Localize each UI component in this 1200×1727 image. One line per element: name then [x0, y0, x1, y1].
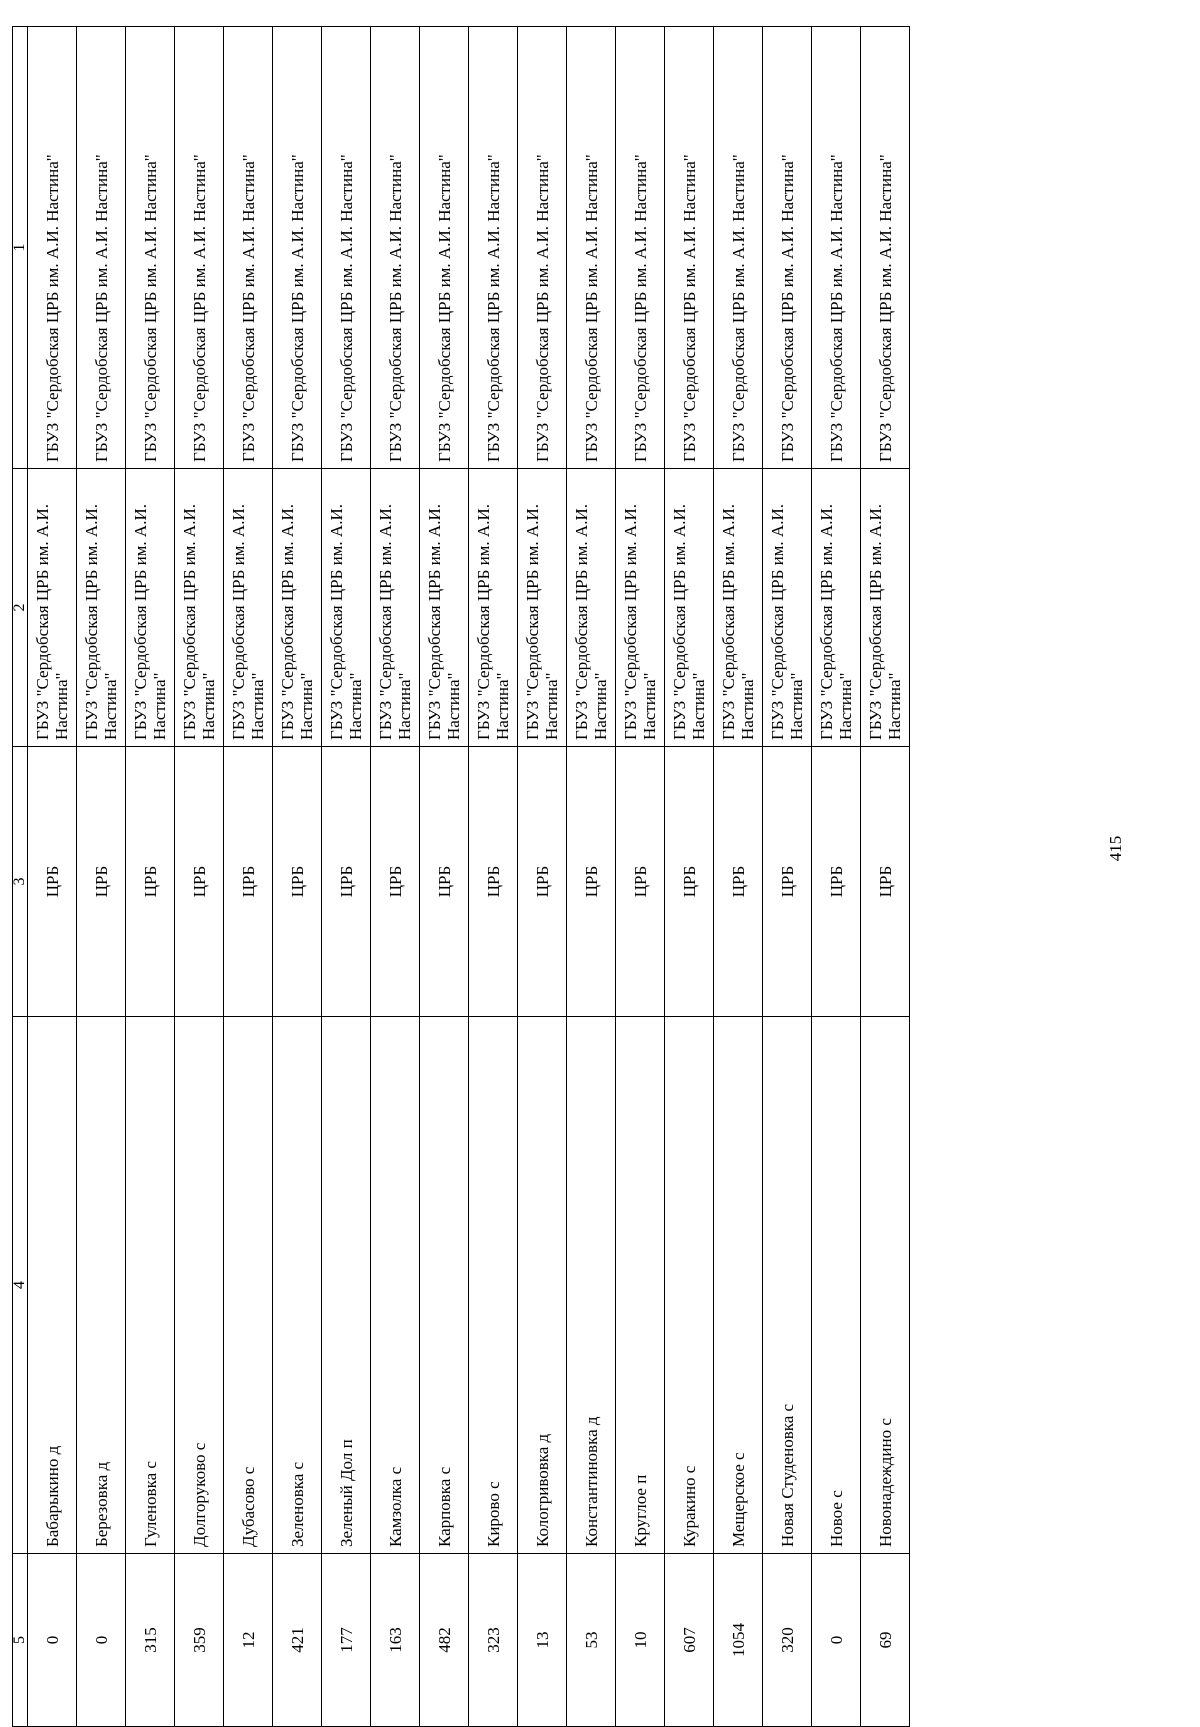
organization-cell-1: ГБУЗ "Сердобская ЦРБ им. А.И. Настина" — [273, 27, 322, 469]
table-row — [28, 27, 77, 1727]
column-header-4: 4 — [13, 1017, 28, 1554]
facility-type-cell: ЦРБ — [616, 747, 665, 1017]
population-cell: 13 — [518, 1554, 567, 1727]
organization-cell-1: ГБУЗ "Сердобская ЦРБ им. А.И. Настина" — [77, 27, 126, 469]
table-row — [518, 27, 567, 1727]
settlement-cell: Карповка с — [420, 1017, 469, 1554]
column-header-2: 2 — [13, 469, 28, 747]
organization-cell-2: ГБУЗ "Сердобская ЦРБ им. А.И. Настина" — [763, 469, 812, 747]
organization-cell-2: ГБУЗ "Сердобская ЦРБ им. А.И. Настина" — [77, 469, 126, 747]
population-cell: 421 — [273, 1554, 322, 1727]
organization-cell-1: ГБУЗ "Сердобская ЦРБ им. А.И. Настина" — [322, 27, 371, 469]
table-row — [714, 27, 763, 1727]
facility-type-cell: ЦРБ — [518, 747, 567, 1017]
organization-cell-2: ГБУЗ "Сердобская ЦРБ им. А.И. Настина" — [371, 469, 420, 747]
facility-type-cell: ЦРБ — [469, 747, 518, 1017]
organization-cell-1: ГБУЗ "Сердобская ЦРБ им. А.И. Настина" — [175, 27, 224, 469]
organization-cell-2: ГБУЗ "Сердобская ЦРБ им. А.И. Настина" — [714, 469, 763, 747]
settlement-cell: Дубасово с — [224, 1017, 273, 1554]
population-cell: 323 — [469, 1554, 518, 1727]
table-row — [77, 27, 126, 1727]
facility-type-cell: ЦРБ — [665, 747, 714, 1017]
organization-cell-2: ГБУЗ "Сердобская ЦРБ им. А.И. Настина" — [126, 469, 175, 747]
column-header-1: 1 — [13, 27, 28, 469]
organization-cell-1: ГБУЗ "Сердобская ЦРБ им. А.И. Настина" — [665, 27, 714, 469]
settlement-cell: Зеленовка с — [273, 1017, 322, 1554]
organization-cell-1: ГБУЗ "Сердобская ЦРБ им. А.И. Настина" — [126, 27, 175, 469]
settlement-cell: Кирово с — [469, 1017, 518, 1554]
settlement-cell: Куракино с — [665, 1017, 714, 1554]
organization-cell-2: ГБУЗ "Сердобская ЦРБ им. А.И. Настина" — [175, 469, 224, 747]
organization-cell-1: ГБУЗ "Сердобская ЦРБ им. А.И. Настина" — [567, 27, 616, 469]
population-cell: 177 — [322, 1554, 371, 1727]
facility-type-cell: ЦРБ — [175, 747, 224, 1017]
organization-cell-2: ГБУЗ "Сердобская ЦРБ им. А.И. Настина" — [469, 469, 518, 747]
organization-cell-2: ГБУЗ "Сердобская ЦРБ им. А.И. Настина" — [322, 469, 371, 747]
table-row — [665, 27, 714, 1727]
organization-cell-2: ГБУЗ "Сердобская ЦРБ им. А.И. Настина" — [812, 469, 861, 747]
facility-type-cell: ЦРБ — [371, 747, 420, 1017]
population-cell: 482 — [420, 1554, 469, 1727]
table-row — [224, 27, 273, 1727]
population-cell: 10 — [616, 1554, 665, 1727]
settlement-cell: Гуленовка с — [126, 1017, 175, 1554]
settlement-cell: Березовка д — [77, 1017, 126, 1554]
population-cell: 1054 — [714, 1554, 763, 1727]
settlement-cell: Новая Студеновка с — [763, 1017, 812, 1554]
table-row — [763, 27, 812, 1727]
population-cell: 0 — [77, 1554, 126, 1727]
settlement-cell: Камзолка с — [371, 1017, 420, 1554]
organization-cell-2: ГБУЗ "Сердобская ЦРБ им. А.И. Настина" — [616, 469, 665, 747]
organization-cell-2: ГБУЗ "Сердобская ЦРБ им. А.И. Настина" — [420, 469, 469, 747]
facility-type-cell: ЦРБ — [322, 747, 371, 1017]
population-cell: 0 — [28, 1554, 77, 1727]
facility-type-cell: ЦРБ — [420, 747, 469, 1017]
column-header-5: 5 — [13, 1554, 28, 1727]
population-cell: 12 — [224, 1554, 273, 1727]
population-cell: 320 — [763, 1554, 812, 1727]
facility-type-cell: ЦРБ — [126, 747, 175, 1017]
organization-cell-2: ГБУЗ "Сердобская ЦРБ им. А.И. Настина" — [224, 469, 273, 747]
table-row — [420, 27, 469, 1727]
table-row — [371, 27, 420, 1727]
page-number: 415 — [1106, 835, 1125, 862]
settlement-cell: Мещерское с — [714, 1017, 763, 1554]
organization-cell-1: ГБУЗ "Сердобская ЦРБ им. А.И. Настина" — [371, 27, 420, 469]
organization-cell-2: ГБУЗ "Сердобская ЦРБ им. А.И. Настина" — [28, 469, 77, 747]
population-cell: 359 — [175, 1554, 224, 1727]
organization-cell-2: ГБУЗ "Сердобская ЦРБ им. А.И. Настина" — [665, 469, 714, 747]
facility-type-cell: ЦРБ — [567, 747, 616, 1017]
settlement-cell: Бабарыкино д — [28, 1017, 77, 1554]
facility-type-cell: ЦРБ — [714, 747, 763, 1017]
data-table — [12, 26, 910, 1727]
population-cell: 69 — [861, 1554, 910, 1727]
facility-type-cell: ЦРБ — [812, 747, 861, 1017]
population-cell: 315 — [126, 1554, 175, 1727]
organization-cell-1: ГБУЗ "Сердобская ЦРБ им. А.И. Настина" — [518, 27, 567, 469]
table-row — [273, 27, 322, 1727]
table-row — [322, 27, 371, 1727]
organization-cell-1: ГБУЗ "Сердобская ЦРБ им. А.И. Настина" — [714, 27, 763, 469]
facility-type-cell: ЦРБ — [861, 747, 910, 1017]
table-row — [567, 27, 616, 1727]
settlement-cell: Зеленый Дол п — [322, 1017, 371, 1554]
settlement-cell: Долгоруково с — [175, 1017, 224, 1554]
table-row — [812, 27, 861, 1727]
organization-cell-2: ГБУЗ "Сердобская ЦРБ им. А.И. Настина" — [861, 469, 910, 747]
settlement-cell: Круглое п — [616, 1017, 665, 1554]
table-row — [616, 27, 665, 1727]
facility-type-cell: ЦРБ — [28, 747, 77, 1017]
population-cell: 53 — [567, 1554, 616, 1727]
facility-type-cell: ЦРБ — [273, 747, 322, 1017]
settlement-cell: Новое с — [812, 1017, 861, 1554]
facility-type-cell: ЦРБ — [224, 747, 273, 1017]
organization-cell-2: ГБУЗ "Сердобская ЦРБ им. А.И. Настина" — [273, 469, 322, 747]
population-cell: 0 — [812, 1554, 861, 1727]
table-row — [861, 27, 910, 1727]
settlement-cell: Кологривовка д — [518, 1017, 567, 1554]
settlement-cell: Новонадеждино с — [861, 1017, 910, 1554]
facility-type-cell: ЦРБ — [763, 747, 812, 1017]
population-cell: 163 — [371, 1554, 420, 1727]
table-header-row — [13, 27, 28, 1727]
population-cell: 607 — [665, 1554, 714, 1727]
organization-cell-1: ГБУЗ "Сердобская ЦРБ им. А.И. Настина" — [420, 27, 469, 469]
organization-cell-1: ГБУЗ "Сердобская ЦРБ им. А.И. Настина" — [28, 27, 77, 469]
organization-cell-1: ГБУЗ "Сердобская ЦРБ им. А.И. Настина" — [763, 27, 812, 469]
facility-type-cell: ЦРБ — [77, 747, 126, 1017]
organization-cell-1: ГБУЗ "Сердобская ЦРБ им. А.И. Настина" — [861, 27, 910, 469]
organization-cell-1: ГБУЗ "Сердобская ЦРБ им. А.И. Настина" — [616, 27, 665, 469]
organization-cell-2: ГБУЗ "Сердобская ЦРБ им. А.И. Настина" — [518, 469, 567, 747]
organization-cell-2: ГБУЗ "Сердобская ЦРБ им. А.И. Настина" — [567, 469, 616, 747]
organization-cell-1: ГБУЗ "Сердобская ЦРБ им. А.И. Настина" — [469, 27, 518, 469]
table-row — [126, 27, 175, 1727]
table-row — [469, 27, 518, 1727]
organization-cell-1: ГБУЗ "Сердобская ЦРБ им. А.И. Настина" — [812, 27, 861, 469]
organization-cell-1: ГБУЗ "Сердобская ЦРБ им. А.И. Настина" — [224, 27, 273, 469]
settlement-cell: Константиновка д — [567, 1017, 616, 1554]
table-row — [175, 27, 224, 1727]
column-header-3: 3 — [13, 747, 28, 1017]
